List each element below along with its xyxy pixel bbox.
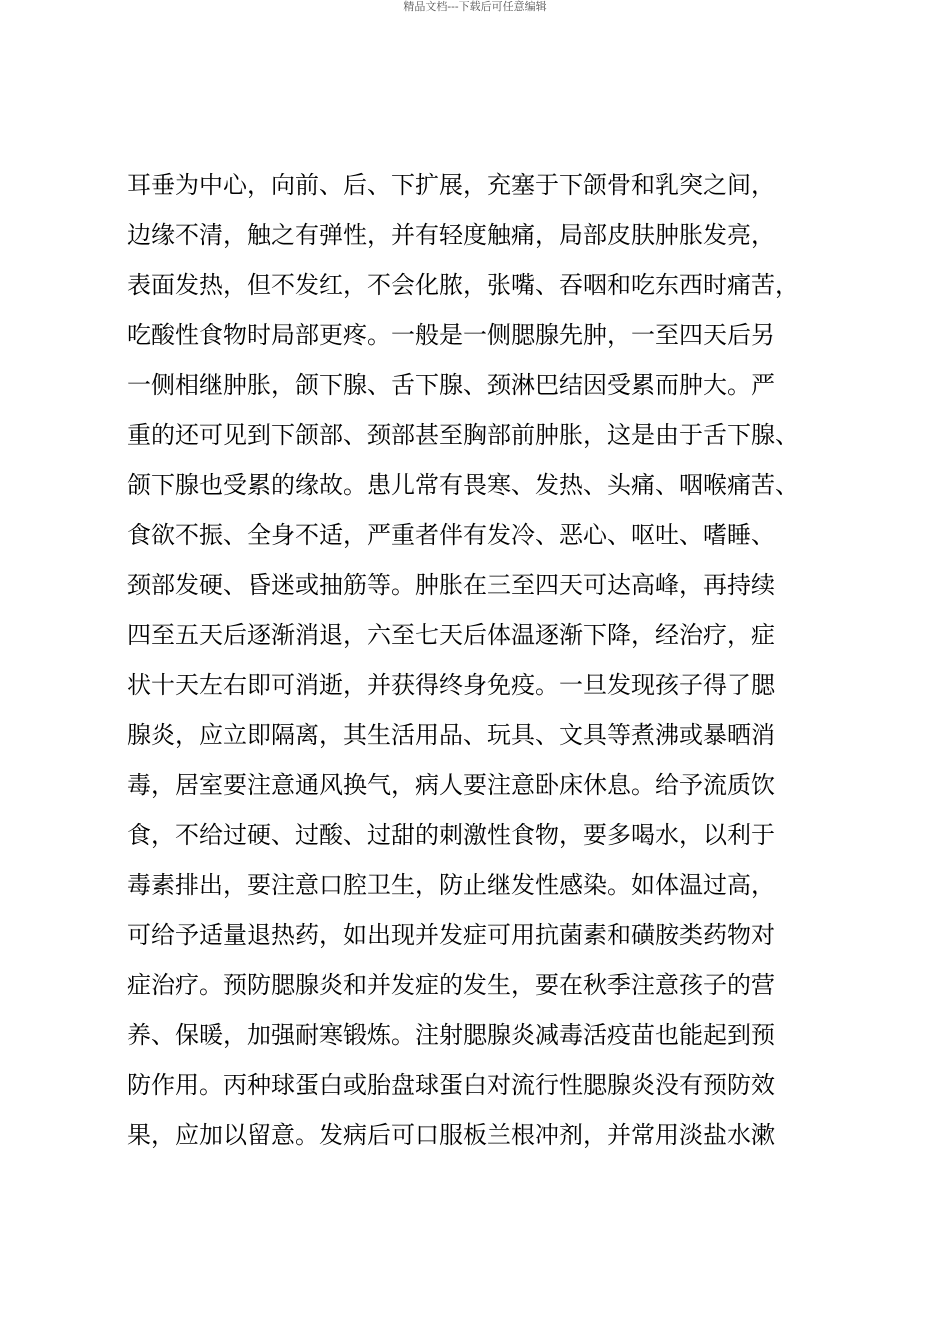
- text-line: 腺炎，应立即隔离，其生活用品、玩具、文具等煮沸或暴晒消: [127, 721, 775, 749]
- text-line: 防作用。丙种球蛋白或胎盘球蛋白对流行性腮腺炎没有预防效: [127, 1071, 775, 1099]
- text-line: 毒，居室要注意通风换气，病人要注意卧床休息。给予流质饮: [127, 771, 775, 799]
- text-line: 重的还可见到下颌部、颈部甚至胸部前肿胀，这是由于舌下腺、: [127, 421, 799, 449]
- text-line: 四至五天后逐渐消退，六至七天后体温逐渐下降，经治疗，症: [127, 621, 775, 649]
- text-line: 症治疗。预防腮腺炎和并发症的发生，要在秋季注意孩子的营: [127, 971, 775, 999]
- text-line: 养、保暖，加强耐寒锻炼。注射腮腺炎减毒活疫苗也能起到预: [127, 1021, 775, 1049]
- document-body: [127, 160, 847, 1160]
- text-line: 食，不给过硬、过酸、过甜的刺激性食物，要多喝水，以利于: [127, 821, 775, 849]
- text-line: 边缘不清，触之有弹性，并有轻度触痛，局部皮肤肿胀发亮，: [127, 221, 775, 249]
- text-line: 可给予适量退热药，如出现并发症可用抗菌素和磺胺类药物对: [127, 921, 775, 949]
- text-line: 吃酸性食物时局部更疼。一般是一侧腮腺先肿，一至四天后另: [127, 321, 775, 349]
- text-line: 颌下腺也受累的缘故。患儿常有畏寒、发热、头痛、咽喉痛苦、: [127, 471, 799, 499]
- page-header: 精品文档---下载后可任意编辑: [403, 0, 547, 13]
- text-line: 毒素排出，要注意口腔卫生，防止继发性感染。如体温过高，: [127, 871, 775, 899]
- text-line: 颈部发硬、昏迷或抽筋等。肿胀在三至四天可达高峰，再持续: [127, 571, 775, 599]
- text-line: 状十天左右即可消逝，并获得终身免疫。一旦发现孩子得了腮: [127, 671, 775, 699]
- text-line: 表面发热，但不发红，不会化脓，张嘴、吞咽和吃东西时痛苦，: [127, 271, 799, 299]
- text-line: 一侧相继肿胀，颌下腺、舌下腺、颈淋巴结因受累而肿大。严: [127, 371, 775, 399]
- text-line: 食欲不振、全身不适，严重者伴有发冷、恶心、呕吐、嗜睡、: [127, 521, 775, 549]
- text-line: 耳垂为中心，向前、后、下扩展，充塞于下颌骨和乳突之间，: [127, 171, 775, 199]
- text-line: 果，应加以留意。发病后可口服板兰根冲剂，并常用淡盐水漱: [127, 1121, 775, 1149]
